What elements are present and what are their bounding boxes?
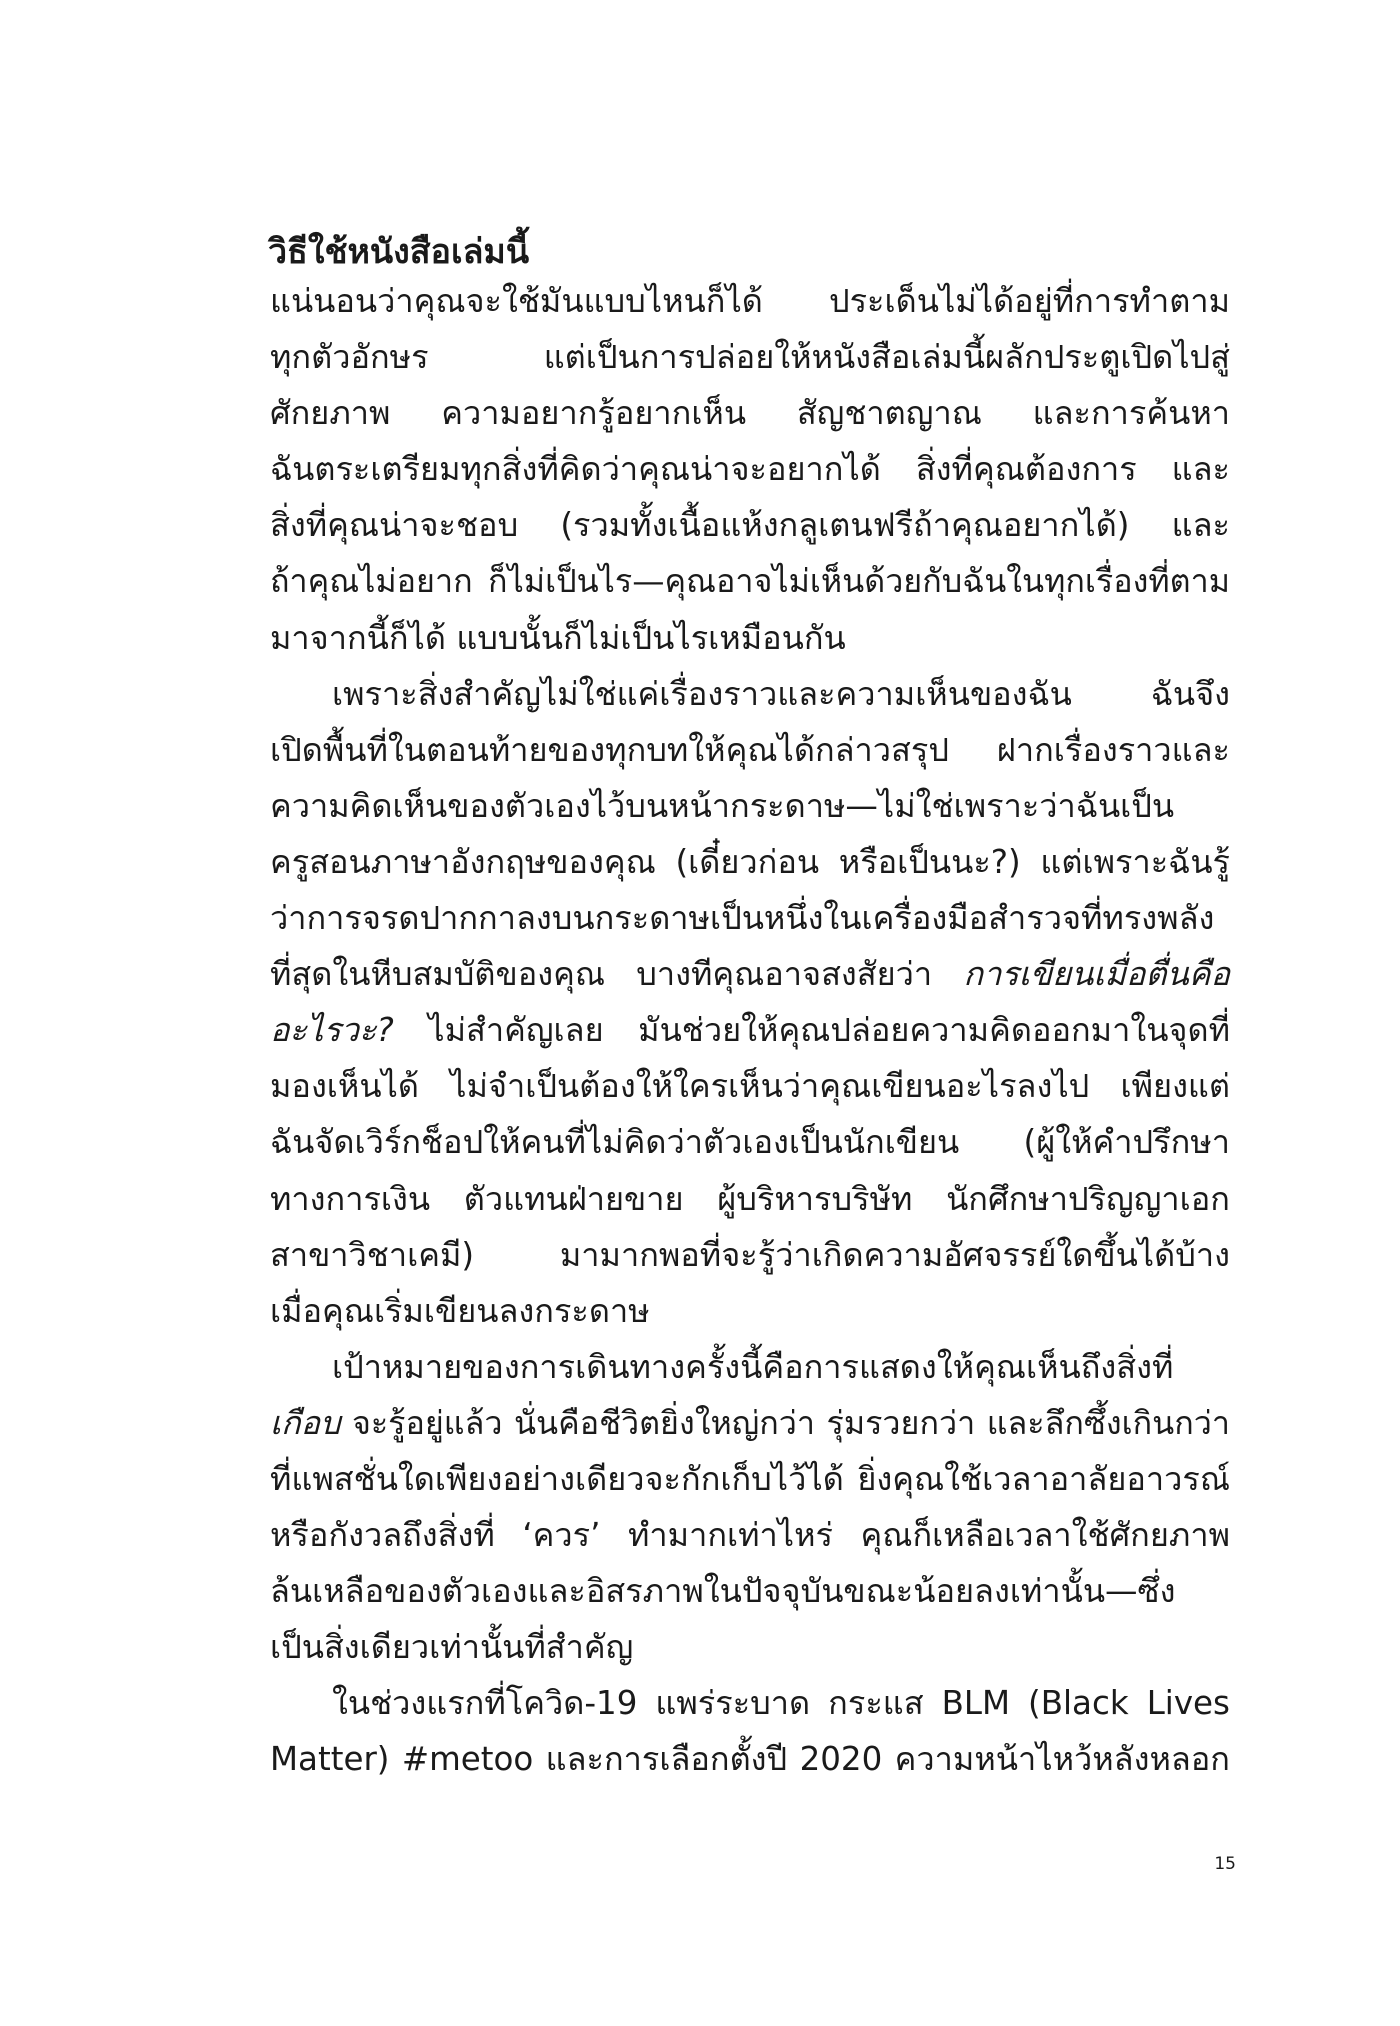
text-line: ที่สุดในหีบสมบัติของคุณ บางทีคุณอาจสงสัยว่า การเขียนเมื่อตื่นคือ — [270, 955, 1230, 994]
text-line: ทางการเงิน ตัวแทนฝ่ายขาย ผู้บริหารบริษัท นักศึกษาปริญญาเอก — [270, 1179, 1230, 1218]
text-line: ฉันตระเตรียมทุกสิ่งที่คิดว่าคุณน่าจะอยากได้ สิ่งที่คุณต้องการ และ — [270, 450, 1230, 489]
text-line: ล้นเหลือของตัวเองและอิสรภาพในปัจจุบันขณะน้อยลงเท่านั้น—ซึ่ง — [270, 1572, 1176, 1611]
paragraph-3 — [270, 1339, 1230, 1676]
text-line: มองเห็นได้ ไม่จำเป็นต้องให้ใครเห็นว่าคุณเขียนอะไรลงไป เพียงแต่ — [270, 1067, 1230, 1106]
text-line: Matter) #metoo และการเลือกตั้งปี 2020 ความหน้าไหว้หลังหลอก — [270, 1740, 1230, 1779]
text-line: ถ้าคุณไม่อยาก ก็ไม่เป็นไร—คุณอาจไม่เห็นด้วยกับฉันในทุกเรื่องที่ตาม — [270, 562, 1230, 601]
page-number: 15 — [1214, 1854, 1236, 1874]
text-line: เพราะสิ่งสำคัญไม่ใช่แค่เรื่องราวและความเห็นของฉัน ฉันจึง — [332, 674, 1230, 713]
text-line: ว่าการจรดปากกาลงบนกระดาษเป็นหนึ่งในเครื่องมือสำรวจที่ทรงพลัง — [270, 899, 1215, 938]
text-line: ความคิดเห็นของตัวเองไว้บนหน้ากระดาษ—ไม่ใช่เพราะว่าฉันเป็น — [270, 786, 1175, 825]
text-line: ที่แพสชั่นใดเพียงอย่างเดียวจะกักเก็บไว้ได้ ยิ่งคุณใช้เวลาอาลัยอาวรณ์ — [270, 1459, 1230, 1498]
text-line: เกือบ จะรู้อยู่แล้ว นั่นคือชีวิตยิ่งใหญ่กว่า รุ่มรวยกว่า และลึกซึ้งเกินกว่า — [270, 1403, 1230, 1442]
section-heading: วิธีใช้หนังสือเล่มนี้ — [268, 232, 530, 272]
italic-text: เกือบ — [270, 1403, 341, 1442]
italic-text: การเขียนเมื่อตื่นคือ — [963, 955, 1230, 994]
paragraph-4 — [270, 1675, 1230, 1787]
body-text — [270, 273, 1230, 1788]
paragraph-2 — [270, 666, 1230, 1339]
text-line: เป็นสิ่งเดียวเท่านั้นที่สำคัญ — [270, 1628, 634, 1667]
text-line: อะไรวะ? ไม่สำคัญเลย มันช่วยให้คุณปล่อยความคิดออกมาในจุดที่ — [270, 1011, 1230, 1050]
text-line: ครูสอนภาษาอังกฤษของคุณ (เดี๋ยวก่อน หรือเป็นนะ?) แต่เพราะฉันรู้ — [270, 842, 1230, 881]
text-line: มาจากนี้ก็ได้ แบบนั้นก็ไม่เป็นไรเหมือนกัน — [270, 618, 846, 657]
italic-text: อะไรวะ? — [270, 1011, 394, 1050]
text-line: สิ่งที่คุณน่าจะชอบ (รวมทั้งเนื้อแห้งกลูเตนฟรีถ้าคุณอยากได้) และ — [270, 506, 1230, 545]
text-line: หรือกังวลถึงสิ่งที่ ‘ควร’ ทำมากเท่าไหร่ คุณก็เหลือเวลาใช้ศักยภาพ — [270, 1516, 1230, 1555]
text-line: เมื่อคุณเริ่มเขียนลงกระดาษ — [270, 1291, 650, 1330]
text-line: เป้าหมายของการเดินทางครั้งนี้คือการแสดงให้คุณเห็นถึงสิ่งที่ — [332, 1347, 1174, 1386]
text-line: ฉันจัดเวิร์กช็อปให้คนที่ไม่คิดว่าตัวเองเป็นนักเขียน (ผู้ให้คำปรึกษา — [270, 1123, 1230, 1162]
text-line: สาขาวิชาเคมี) มามากพอที่จะรู้ว่าเกิดความอัศจรรย์ใดขึ้นได้บ้าง — [270, 1235, 1230, 1274]
text-line: ศักยภาพ ความอยากรู้อยากเห็น สัญชาตญาณ และการค้นหา — [270, 394, 1230, 433]
text-line: แน่นอนว่าคุณจะใช้มันแบบไหนก็ได้ ประเด็นไม่ได้อยู่ที่การทำตาม — [270, 282, 1230, 320]
paragraph-1 — [270, 273, 1230, 666]
text-line: เปิดพื้นที่ในตอนท้ายของทุกบทให้คุณได้กล่าวสรุป ฝากเรื่องราวและ — [270, 730, 1230, 769]
text-line: ทุกตัวอักษร แต่เป็นการปล่อยให้หนังสือเล่มนี้ผลักประตูเปิดไปสู่ — [270, 338, 1230, 377]
text-line: ในช่วงแรกที่โควิด-19 แพร่ระบาด กระแส BLM (Black Lives — [332, 1684, 1230, 1723]
